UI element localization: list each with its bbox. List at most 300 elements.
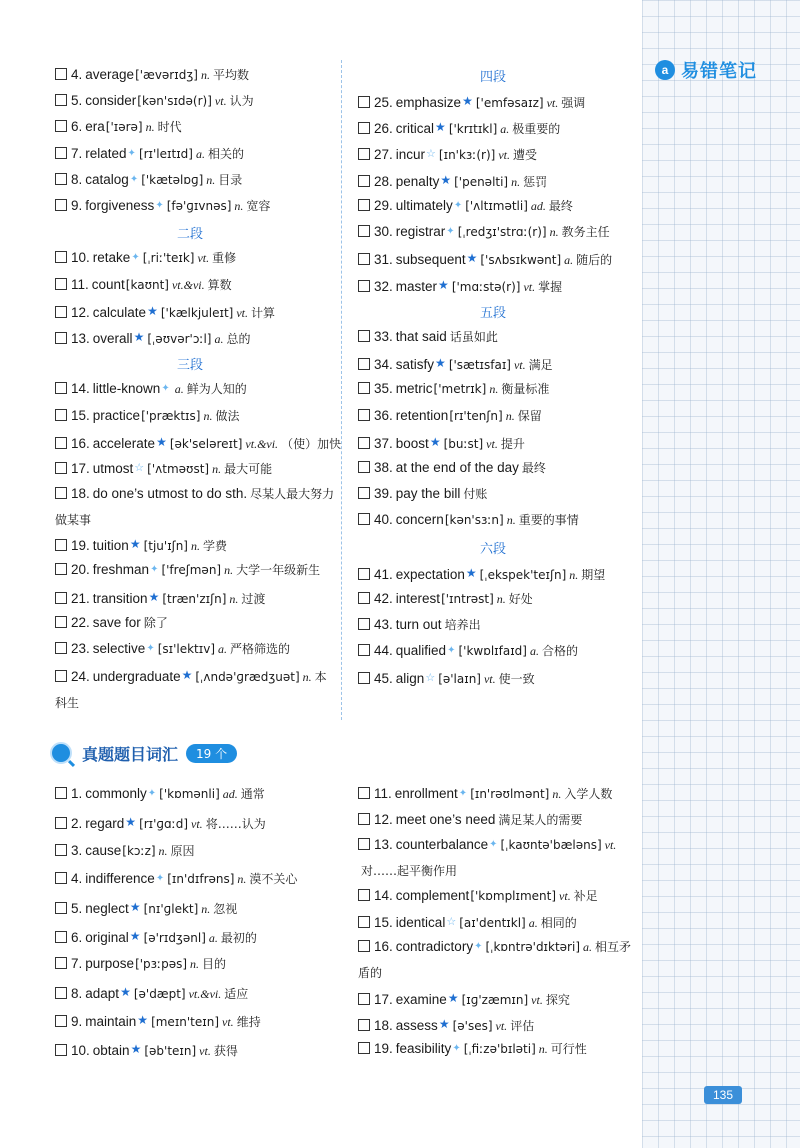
- star-icon: ★: [130, 1041, 142, 1056]
- checkbox[interactable]: [55, 68, 67, 80]
- entry-phonetic: [rɪ'leɪtɪd]: [138, 146, 193, 161]
- entry-word: enrollment: [394, 786, 458, 801]
- entry-definition: 惩罚: [523, 174, 548, 189]
- entry-number: 41.: [374, 566, 393, 582]
- sparkle-icon: ✦: [155, 200, 164, 211]
- checkbox[interactable]: [358, 96, 370, 108]
- grid-margin-strip: [642, 0, 800, 1148]
- entry-part-of-speech: n.: [302, 670, 312, 685]
- entry-part-of-speech: vt.: [236, 305, 249, 320]
- checkbox[interactable]: [358, 787, 370, 799]
- star-icon: ★: [129, 900, 141, 915]
- entry-phonetic: ['krɪtɪkl]: [448, 122, 498, 137]
- entry-part-of-speech: a.: [583, 940, 593, 954]
- star-icon: ★: [148, 589, 160, 604]
- checkbox[interactable]: [55, 173, 67, 185]
- entry-part-of-speech: n.: [552, 787, 562, 801]
- checkbox[interactable]: [55, 147, 67, 159]
- entry-number: 30.: [374, 224, 393, 240]
- checkbox[interactable]: [55, 670, 67, 682]
- entry-word: original: [85, 929, 129, 945]
- entry-phonetic: [kaʊnt]: [125, 277, 169, 292]
- hollow-star-icon: ☆: [426, 147, 436, 160]
- checkbox[interactable]: [55, 462, 67, 474]
- entry-number: 44.: [374, 643, 393, 659]
- entry-definition: 话虽如此: [449, 330, 498, 344]
- entry-number: 21.: [71, 590, 90, 606]
- vocab-entry: [358, 586, 638, 612]
- entry-definition: 做法: [215, 408, 240, 423]
- entry-word: concern: [395, 512, 444, 528]
- vocab-entry: [55, 662, 335, 716]
- vocab-entry: [55, 979, 335, 1007]
- checkbox[interactable]: [55, 817, 67, 829]
- entry-part-of-speech: vt.: [483, 671, 496, 686]
- entry-number: 10.: [71, 250, 90, 266]
- entry-definition: 满足某人的需要: [498, 812, 583, 827]
- section-banner: [50, 740, 250, 766]
- entry-number: 2.: [71, 816, 83, 832]
- vocab-entry: [358, 612, 638, 638]
- checkbox[interactable]: [358, 940, 370, 952]
- star-icon: ★: [129, 928, 141, 943]
- vocab-entry: [358, 403, 638, 429]
- entry-part-of-speech: vt.: [197, 251, 210, 266]
- entry-phonetic: [meɪn'teɪn]: [151, 1015, 220, 1030]
- entry-phonetic: [kɔːz]: [122, 843, 156, 858]
- checkbox[interactable]: [358, 1042, 370, 1054]
- checkbox[interactable]: [55, 94, 67, 106]
- hollow-star-icon: ☆: [446, 915, 457, 928]
- entry-phonetic: [fə'ɡɪvnəs]: [166, 199, 232, 213]
- checkbox[interactable]: [55, 1044, 67, 1056]
- entry-definition: 大学一年级新生: [236, 563, 321, 578]
- entry-number: 32.: [374, 278, 393, 294]
- entry-part-of-speech: n.: [506, 513, 516, 528]
- checkbox[interactable]: [55, 844, 67, 856]
- entry-number: 23.: [71, 641, 90, 656]
- entry-word: align: [395, 670, 425, 686]
- entry-definition: 保留: [517, 408, 542, 423]
- entry-part-of-speech: n.: [158, 843, 168, 858]
- checkbox[interactable]: [358, 330, 370, 342]
- entry-phonetic: [tju'ɪʃn]: [143, 539, 188, 554]
- checkbox[interactable]: [358, 513, 370, 525]
- checkbox[interactable]: [358, 1019, 370, 1031]
- entry-part-of-speech: n.: [200, 68, 210, 82]
- vocab-entry: [358, 167, 638, 195]
- vocab-entry: [358, 429, 638, 457]
- entry-number: 43.: [374, 617, 393, 633]
- checkbox[interactable]: [358, 568, 370, 580]
- entry-phonetic: [ˌekspek'teɪʃn]: [479, 567, 567, 582]
- entry-phonetic: [ɪn'kɜː(r)]: [438, 147, 496, 162]
- entry-part-of-speech: a.: [208, 930, 218, 945]
- checkbox[interactable]: [55, 306, 67, 318]
- entry-number: 12.: [71, 304, 90, 320]
- entry-phonetic: ['mɑːstə(r)]: [451, 279, 521, 294]
- entry-part-of-speech: a.: [564, 253, 574, 268]
- checkbox[interactable]: [358, 358, 370, 370]
- entry-word: adapt: [85, 986, 120, 1002]
- entry-definition: 随后的: [576, 253, 613, 268]
- entry-definition: 对……起平衡作用: [361, 864, 458, 878]
- entry-word: calculate: [92, 304, 147, 320]
- checkbox[interactable]: [55, 409, 67, 421]
- entry-definition: 最终: [548, 199, 573, 213]
- entry-number: 11.: [374, 786, 392, 801]
- checkbox[interactable]: [358, 916, 370, 928]
- entry-part-of-speech: n.: [145, 120, 155, 135]
- entry-part-of-speech: vt.&vi.: [171, 277, 205, 292]
- star-icon: ★: [435, 356, 446, 371]
- vocab-entry: [358, 193, 638, 219]
- entry-word: qualified: [395, 643, 447, 659]
- entry-number: 14.: [374, 888, 393, 903]
- entry-part-of-speech: n.: [201, 902, 211, 917]
- entry-phonetic: ['kɒmplɪment]: [470, 889, 557, 903]
- entry-number: 16.: [71, 435, 90, 451]
- checkbox[interactable]: [55, 642, 67, 654]
- entry-part-of-speech: vt.: [214, 94, 227, 109]
- paragraph-heading: 四段: [479, 70, 506, 85]
- checkbox[interactable]: [358, 122, 370, 134]
- vocab-entry: [55, 809, 335, 837]
- vocab-entry: [55, 636, 335, 662]
- star-icon: ★: [129, 537, 141, 552]
- star-icon: ★: [447, 991, 459, 1005]
- entry-number: 35.: [374, 381, 393, 397]
- entry-phonetic: [ˌkɒntrə'dɪktəri]: [485, 940, 581, 954]
- star-icon: ★: [133, 330, 145, 344]
- entry-word: practice: [92, 407, 141, 423]
- entry-definition: 计算: [251, 305, 276, 320]
- entry-definition: 入学人数: [564, 787, 613, 801]
- star-icon: ★: [462, 94, 473, 109]
- entry-word: freshman: [92, 562, 150, 578]
- entry-phonetic: [ɪɡ'zæmɪn]: [461, 993, 529, 1007]
- star-icon: ★: [435, 120, 446, 135]
- entry-word: boost: [395, 435, 429, 451]
- entry-word: overall: [92, 331, 133, 346]
- checkbox[interactable]: [358, 148, 370, 160]
- entry-phonetic: [kən'sɜːn]: [444, 513, 504, 528]
- vocab-entry: [358, 909, 638, 936]
- entry-part-of-speech: n.: [206, 172, 216, 187]
- entry-word: consider: [85, 93, 137, 109]
- entry-part-of-speech: vt.: [498, 147, 510, 162]
- entry-definition: 最终: [521, 461, 546, 475]
- entry-word: identical: [395, 914, 446, 930]
- vocab-entry: [55, 481, 335, 533]
- entry-number: 28.: [374, 173, 393, 189]
- entry-phonetic: [ˌfiːzə'bɪləti]: [463, 1042, 536, 1056]
- vocab-entry: [358, 245, 638, 273]
- entry-number: 10.: [71, 1042, 90, 1058]
- checkbox[interactable]: [358, 644, 370, 656]
- entry-phonetic: ['kætəlɒɡ]: [141, 172, 204, 187]
- star-icon: ★: [181, 668, 193, 683]
- vocab-entry: [55, 781, 335, 807]
- vocab-entry: [358, 934, 638, 986]
- checkbox[interactable]: [55, 616, 67, 628]
- entry-word: assess: [395, 1017, 438, 1033]
- checkbox[interactable]: [55, 563, 67, 575]
- entry-phonetic: [ˌkaʊntə'bæləns]: [500, 838, 602, 852]
- vocab-entry: [55, 403, 335, 429]
- sparkle-icon: ✦: [129, 173, 139, 185]
- checkbox[interactable]: [358, 487, 370, 499]
- entry-word: that said: [395, 329, 447, 344]
- star-icon: ★: [147, 303, 158, 318]
- vocab-entry: [358, 507, 638, 533]
- entry-number: 16.: [374, 939, 393, 954]
- checkbox[interactable]: [358, 199, 370, 211]
- entry-phonetic: [ə'laɪn]: [438, 671, 481, 686]
- entry-part-of-speech: n.: [212, 462, 222, 476]
- checkbox[interactable]: [55, 957, 67, 969]
- entry-phonetic: [əb'teɪn]: [144, 1043, 197, 1058]
- entry-number: 38.: [374, 460, 393, 475]
- entry-word: regard: [85, 816, 125, 832]
- entry-word: turn out: [395, 617, 442, 633]
- vocab-entry: [55, 167, 335, 193]
- section-banner-count-badge: 19 个: [186, 744, 237, 763]
- brand-title: 易错笔记: [681, 61, 757, 81]
- checkbox[interactable]: [55, 487, 67, 499]
- checkbox[interactable]: [55, 437, 67, 449]
- entry-definition: 相互矛盾的: [358, 940, 632, 980]
- checkbox[interactable]: [358, 592, 370, 604]
- entry-number: 13.: [71, 331, 90, 346]
- star-icon: ★: [120, 985, 131, 1000]
- sparkle-icon: ✦: [127, 147, 136, 159]
- checkbox[interactable]: [358, 993, 370, 1005]
- sparkle-icon: ✦: [489, 839, 498, 850]
- entry-number: 8.: [71, 171, 83, 187]
- entry-part-of-speech: vt.&vi.: [245, 436, 279, 451]
- entry-number: 5.: [71, 93, 83, 109]
- entry-definition: 满足: [528, 358, 553, 373]
- entry-word: interest: [395, 591, 441, 606]
- entry-definition: 原因: [170, 843, 195, 858]
- entry-part-of-speech: n.: [489, 382, 499, 397]
- entry-definition: 鲜为人知的: [186, 382, 247, 397]
- entry-number: 6.: [71, 119, 83, 135]
- checkbox[interactable]: [55, 931, 67, 943]
- entry-word: maintain: [85, 1014, 137, 1030]
- entry-part-of-speech: a.: [218, 642, 228, 656]
- entry-phonetic: ['ɪərə]: [105, 120, 143, 135]
- entry-phonetic: ['sætɪsfaɪ]: [448, 358, 511, 373]
- entry-definition: 付账: [463, 487, 488, 502]
- entry-phonetic: [træn'zɪʃn]: [162, 591, 227, 606]
- checkbox[interactable]: [55, 872, 67, 884]
- entry-part-of-speech: ad.: [530, 199, 546, 213]
- paragraph-heading: 二段: [176, 227, 203, 243]
- sparkle-icon: ✦: [150, 564, 159, 576]
- entry-number: 9.: [71, 1014, 83, 1030]
- checkbox[interactable]: [358, 280, 370, 292]
- checkbox[interactable]: [55, 987, 67, 999]
- checkbox[interactable]: [55, 592, 67, 604]
- vocab-entry: [55, 114, 335, 140]
- entry-part-of-speech: vt.&vi.: [188, 987, 222, 1002]
- sparkle-icon: ✦: [147, 788, 157, 799]
- checkbox[interactable]: [358, 672, 370, 684]
- vocab-entry: [55, 298, 335, 326]
- entry-word: do one’s utmost to do sth.: [92, 486, 248, 502]
- paragraph-heading: 六段: [479, 541, 506, 557]
- entry-definition: 相同的: [540, 915, 577, 930]
- vocab-entry: [55, 894, 335, 922]
- checkbox[interactable]: [358, 618, 370, 630]
- checkbox[interactable]: [55, 382, 67, 394]
- entry-number: 17.: [71, 461, 90, 476]
- entry-phonetic: [ə'dæpt]: [133, 987, 186, 1002]
- entry-definition: 重要的事情: [518, 513, 579, 528]
- entry-word: retake: [92, 250, 131, 266]
- entry-phonetic: [ɪn'dɪfrəns]: [167, 871, 235, 886]
- entry-phonetic: ['ævərɪdʒ]: [135, 68, 198, 82]
- paragraph-heading: 三段: [176, 358, 203, 374]
- entry-phonetic: [ˌriː'teɪk]: [142, 251, 195, 266]
- entry-phonetic: ['kwɒlɪfaɪd]: [458, 644, 527, 659]
- star-icon: ★: [429, 434, 441, 449]
- entry-part-of-speech: a.: [174, 382, 184, 397]
- checkbox[interactable]: [358, 409, 370, 421]
- entry-definition: 衡量标准: [501, 382, 550, 397]
- checkbox[interactable]: [358, 175, 370, 187]
- entry-word: at the end of the day: [395, 460, 519, 475]
- entry-word: feasibility: [395, 1041, 452, 1056]
- entry-word: related: [85, 145, 127, 161]
- entry-part-of-speech: n.: [229, 591, 239, 606]
- entry-definition: 使一致: [498, 671, 535, 686]
- entry-part-of-speech: a.: [500, 122, 510, 137]
- checkbox[interactable]: [55, 1015, 67, 1027]
- entry-part-of-speech: vt.: [486, 436, 498, 451]
- page-number: 135: [704, 1086, 742, 1104]
- entry-definition: 获得: [213, 1043, 238, 1058]
- entry-number: 42.: [374, 591, 393, 606]
- entry-number: 25.: [374, 95, 393, 111]
- checkbox[interactable]: [55, 278, 67, 290]
- entry-definition: 最大可能: [224, 462, 273, 476]
- entry-part-of-speech: n.: [511, 174, 521, 189]
- checkbox[interactable]: [358, 889, 370, 901]
- entry-part-of-speech: n.: [549, 225, 559, 240]
- vocab-entry: [358, 985, 638, 1013]
- entry-part-of-speech: vt.: [199, 1043, 211, 1058]
- entry-definition: 严格筛选的: [230, 642, 291, 656]
- entry-definition: 教务主任: [561, 225, 610, 240]
- entry-word: transition: [92, 590, 148, 606]
- entry-phonetic: [aɪ'dentɪkl]: [459, 915, 526, 930]
- entry-definition: 极重要的: [512, 122, 561, 137]
- entry-number: 17.: [374, 992, 393, 1007]
- checkbox[interactable]: [55, 199, 67, 211]
- entry-number: 39.: [374, 486, 393, 502]
- entry-definition: 宽容: [246, 199, 271, 213]
- checkbox[interactable]: [358, 253, 370, 265]
- section-banner-title: 真题题目词汇: [82, 744, 179, 764]
- checkbox[interactable]: [55, 539, 67, 551]
- entry-phonetic: [ə'rɪdʒənl]: [143, 930, 206, 945]
- entry-definition: 目录: [218, 172, 243, 187]
- checkbox[interactable]: [358, 382, 370, 394]
- entry-word: retention: [395, 407, 449, 423]
- vocab-entry: [55, 557, 335, 583]
- checkbox[interactable]: [358, 838, 370, 850]
- checkbox[interactable]: [55, 902, 67, 914]
- sparkle-icon: ✦: [161, 383, 170, 395]
- vocab-entry: [55, 376, 335, 402]
- entry-definition: 学费: [202, 539, 227, 554]
- vocab-entry: [358, 883, 638, 909]
- star-icon: ★: [466, 251, 478, 266]
- vocab-entry: [55, 193, 335, 219]
- checkbox[interactable]: [55, 332, 67, 344]
- entry-number: 4.: [71, 67, 83, 82]
- entry-part-of-speech: vt.: [513, 358, 526, 373]
- entry-phonetic: ['ʌtməʊst]: [147, 462, 210, 476]
- checkbox[interactable]: [55, 787, 67, 799]
- vocab-entry: [358, 1036, 638, 1062]
- brand-mark-icon: a: [655, 60, 675, 80]
- magnifier-icon: [50, 742, 72, 764]
- vocab-entry: [358, 376, 638, 402]
- entry-part-of-speech: vt.: [523, 279, 536, 294]
- vocab-entry: [358, 350, 638, 378]
- entry-definition: 本科生: [55, 670, 327, 711]
- checkbox[interactable]: [358, 437, 370, 449]
- hollow-star-icon: ☆: [134, 462, 145, 474]
- entry-definition: 除了: [143, 615, 168, 630]
- entry-definition: 时代: [157, 120, 182, 135]
- entry-word: average: [85, 67, 135, 82]
- checkbox[interactable]: [55, 251, 67, 263]
- entry-phonetic: ['kɒmənli]: [159, 787, 220, 801]
- entry-word: count: [91, 276, 125, 292]
- entry-word: undergraduate: [92, 669, 181, 685]
- entry-part-of-speech: n.: [203, 408, 213, 423]
- checkbox[interactable]: [358, 461, 370, 473]
- entry-definition: 平均数: [212, 68, 249, 82]
- checkbox[interactable]: [358, 813, 370, 825]
- entry-part-of-speech: n.: [234, 199, 244, 213]
- entry-part-of-speech: n.: [224, 563, 234, 578]
- entry-phonetic: [nɪ'ɡlekt]: [143, 902, 199, 917]
- vocab-entry: [358, 560, 638, 588]
- entry-part-of-speech: n.: [190, 956, 200, 971]
- entry-number: 12.: [374, 811, 393, 827]
- entry-part-of-speech: n.: [505, 408, 515, 423]
- checkbox[interactable]: [358, 225, 370, 237]
- entry-word: penalty: [395, 173, 440, 189]
- entry-definition: 培养出: [444, 618, 481, 633]
- checkbox[interactable]: [55, 120, 67, 132]
- entry-phonetic: ['penəlti]: [454, 174, 509, 189]
- entry-number: 26.: [374, 121, 393, 137]
- star-icon: ★: [156, 434, 167, 449]
- entry-part-of-speech: vt.: [222, 1015, 234, 1030]
- star-icon: ★: [440, 172, 452, 187]
- entry-number: 5.: [71, 901, 83, 917]
- entry-definition: 合格的: [541, 644, 578, 659]
- entry-definition: 补足: [573, 889, 598, 903]
- entry-number: 7.: [71, 955, 83, 971]
